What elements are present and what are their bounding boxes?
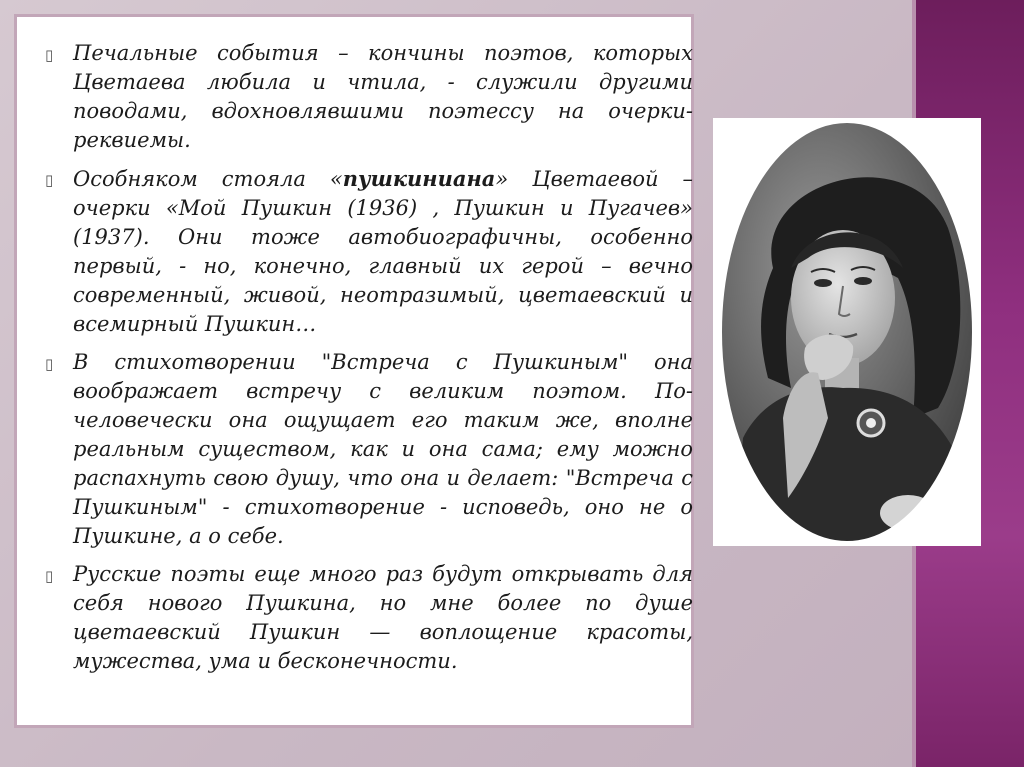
bullet-icon: ▯	[45, 567, 54, 585]
bullet-text-before: Особняком стояла «	[73, 167, 343, 191]
portrait-card	[713, 118, 981, 546]
portrait-photo-icon	[713, 118, 981, 546]
bullet-item-3	[41, 348, 693, 551]
bullet-icon: ▯	[45, 171, 54, 189]
bullet-icon: ▯	[45, 355, 54, 373]
bullet-item-4	[41, 560, 693, 676]
bullet-text: В стихотворении "Встреча с Пушкиным" она воображает встречу с великим поэтом. По-человечески она ощущает его таким же, вполне реальным существом, как и она сама; ему можно распахнуть свою душу, что она и делает: "Встреча с Пушкиным" - стихотворение - исповедь, оно не о Пушкине, а о себе.	[73, 350, 693, 548]
bullet-list	[41, 39, 693, 685]
bullet-icon: ▯	[45, 46, 54, 64]
bullet-text: Печальные события – кончины поэтов, которых Цветаева любила и чтила, - служили другими поводами, вдохновлявшими поэтессу на очерки-реквиемы.	[73, 41, 693, 152]
bullet-item-1	[41, 39, 693, 155]
bullet-text-after: » Цветаевой – очерки «Мой Пушкин (1936) , Пушкин и Пугачев» (1937). Они тоже автобиографичны, особенно первый, - но, конечно, главный их герой – вечно современный, живой, неотразимый, цветаевский и всемирный Пушкин…	[73, 167, 693, 336]
bullet-text-bold: пушкиниана	[342, 166, 496, 191]
text-panel	[14, 14, 694, 728]
bullet-item-2	[41, 164, 693, 339]
bullet-text: Русские поэты еще много раз будут открывать для себя нового Пушкина, но мне более по душе цветаевский Пушкин — воплощение красоты, мужества, ума и бесконечности.	[73, 562, 693, 673]
